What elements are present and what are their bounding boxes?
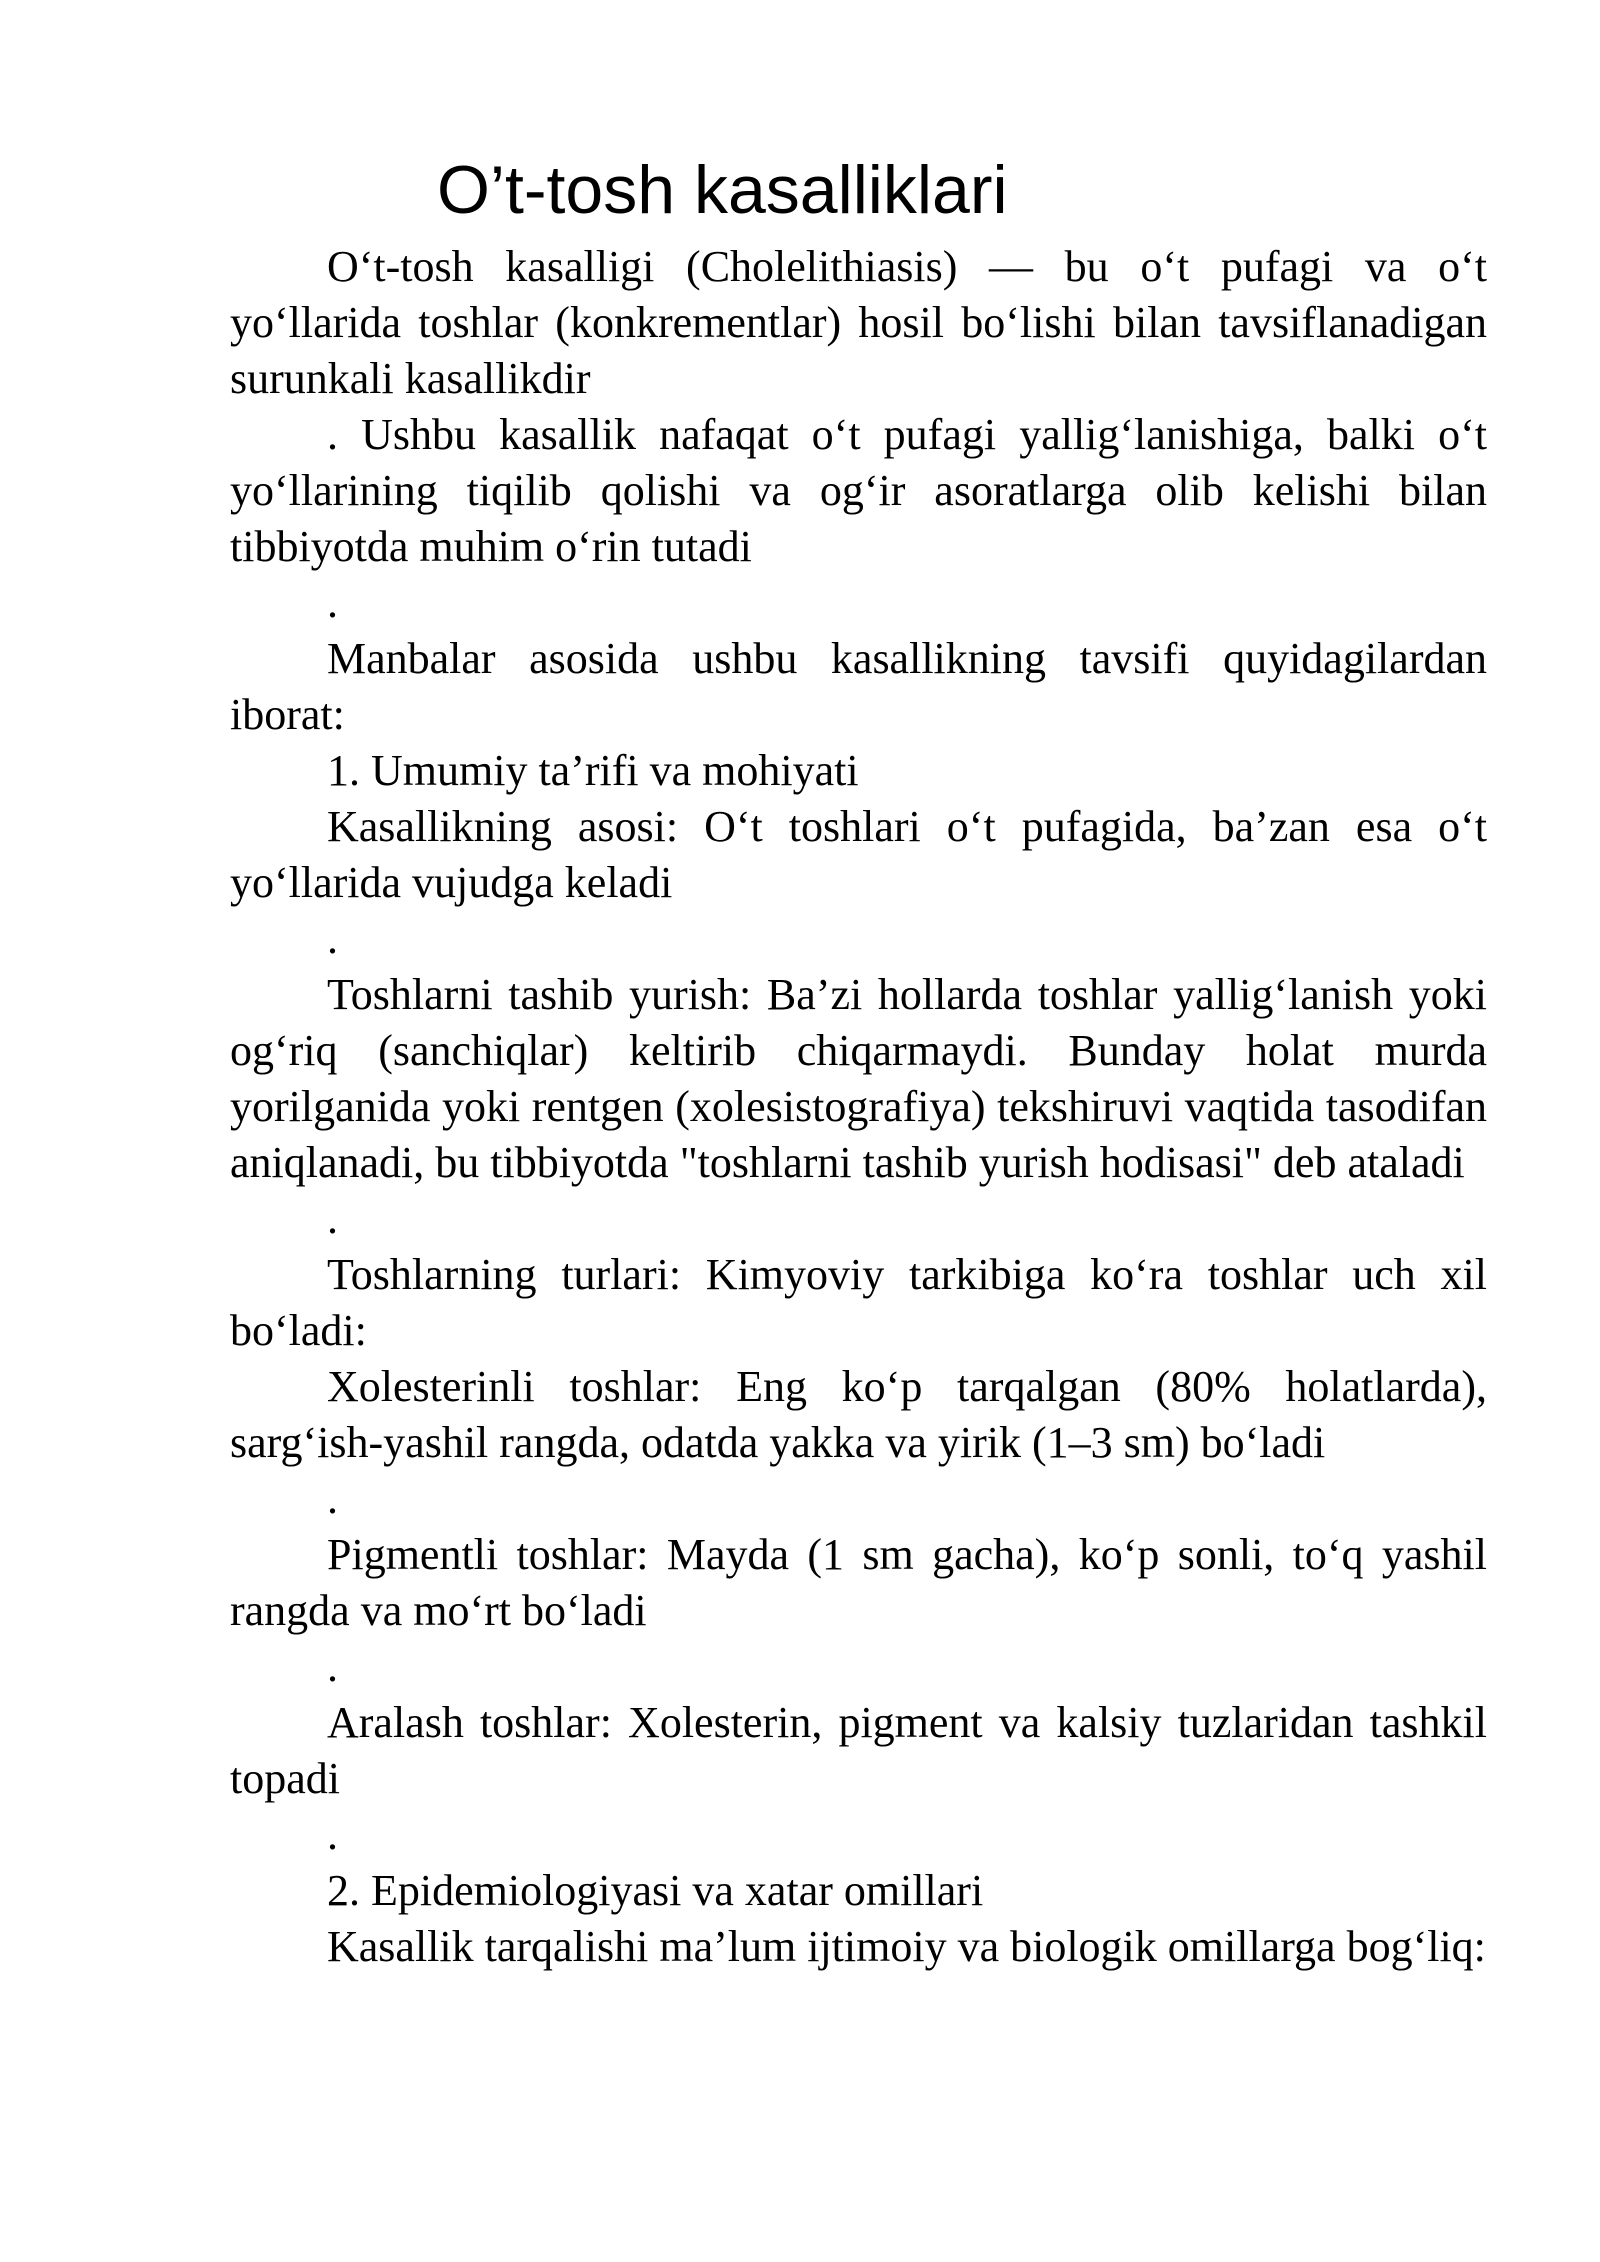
paragraph: .	[327, 578, 338, 627]
paragraph: .	[327, 1810, 338, 1859]
paragraph: Toshlarning turlari: Kimyoviy tarkibiga ko‘ra toshlar uch xil bo‘ladi:	[230, 1250, 1487, 1355]
paragraph: . Ushbu kasallik nafaqat o‘t pufagi yallig‘lanishiga, balki o‘t yo‘llarining tiqilib qolishi va og‘ir asoratlarga olib kelishi bilan tibbiyotda muhim o‘rin tutadi	[230, 410, 1487, 571]
paragraph: .	[327, 1642, 338, 1691]
document-title: O’t-tosh kasalliklari	[437, 152, 1008, 228]
paragraph: Toshlarni tashib yurish: Ba’zi hollarda toshlar yallig‘lanish yoki og‘riq (sanchiqlar) keltirib chiqarmaydi. Bunday holat murda yorilganida yoki rentgen (xolesistografiya) tekshiruvi vaqtida tasodifan aniqlanadi, bu tibbiyotda "toshlarni tashib yurish hodisasi" deb ataladi	[230, 970, 1487, 1187]
paragraph: Kasallikning asosi: O‘t toshlari o‘t pufagida, ba’zan esa o‘t yo‘llarida vujudga keladi	[230, 802, 1487, 907]
paragraph: O‘t-tosh kasalligi (Cholelithiasis) — bu o‘t pufagi va o‘t yo‘llarida toshlar (konkrementlar) hosil bo‘lishi bilan tavsiflanadigan surunkali kasallikdir	[230, 242, 1487, 403]
section-heading: 1. Umumiy ta’rifi va mohiyati	[327, 746, 859, 795]
document-body	[230, 239, 1487, 1975]
paragraph: .	[327, 1194, 338, 1243]
paragraph: Xolesterinli toshlar: Eng ko‘p tarqalgan (80% holatlarda), sarg‘ish-yashil rangda, odatda yakka va yirik (1–3 sm) bo‘ladi	[230, 1362, 1487, 1467]
paragraph: Manbalar asosida ushbu kasallikning tavsifi quyidagilardan iborat:	[230, 634, 1487, 739]
section-heading: 2. Epidemiologiyasi va xatar omillari	[327, 1866, 984, 1915]
paragraph: .	[327, 1474, 338, 1523]
paragraph: Pigmentli toshlar: Mayda (1 sm gacha), ko‘p sonli, to‘q yashil rangda va mo‘rt bo‘ladi	[230, 1530, 1487, 1635]
paragraph: Kasallik tarqalishi ma’lum ijtimoiy va biologik omillarga bog‘liq:	[327, 1922, 1486, 1971]
paragraph: .	[327, 914, 338, 963]
paragraph: Aralash toshlar: Xolesterin, pigment va kalsiy tuzlaridan tashkil topadi	[230, 1698, 1487, 1803]
